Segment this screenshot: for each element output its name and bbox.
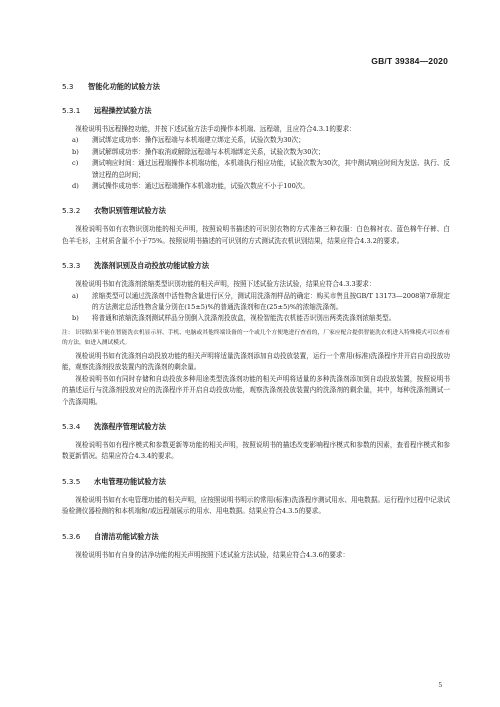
list-item bbox=[72, 313, 450, 324]
page-number: 5 bbox=[438, 681, 442, 689]
paragraph: 视检说明书如有洗涤剂自动投放功能的相关声明将适量洗涤剂添加自动投放装置，运行一个常用(标准)洗涤程序并开启自动投放功能，观察洗涤剂投放装置内的洗涤剂的剩余量。 bbox=[62, 351, 450, 372]
list-marker: c) bbox=[72, 159, 79, 168]
list-item bbox=[72, 158, 450, 181]
list-item-text: 将普通和浓缩洗涤剂测试样品分别倒入洗涤剂投放盒，视检智能洗衣机能否识别出两类洗涤剂浓缩类型。 bbox=[92, 314, 396, 323]
section-heading-5-3-4 bbox=[62, 422, 450, 432]
paragraph: 视检说明书如有程序模式和参数更新等功能的相关声明，按照说明书的描述改变影响程序模式和参数的因素，查看程序模式和参数更新情况。结果应符合4.3.4的要求。 bbox=[62, 440, 450, 461]
list-item bbox=[72, 147, 450, 158]
list-marker: a) bbox=[72, 291, 79, 300]
standard-code: GB/T 39384—2020 bbox=[371, 56, 448, 66]
list-marker: d) bbox=[72, 182, 79, 191]
section-title: 洗涤剂识别及自动投放功能试验方法 bbox=[94, 261, 210, 271]
section-number: 5.3.6 bbox=[62, 531, 81, 541]
paragraph: 视检说明书如有同时存储和自动投放多种用途类型洗涤剂功能的相关声明将适量的多种洗涤剂添加到自动投放装置，按照说明书的描述运行与洗涤剂投放对应的洗涤程序并开启自动投放功能，观察洗涤剂投放装置内的洗涤剂的剩余量，其中，每种洗涤剂测试一个洗涤周期。 bbox=[62, 374, 450, 406]
list-item-text: 测试操作成功率：通过远程端操作本机端功能，试验次数应不小于100次。 bbox=[92, 182, 309, 191]
list-item bbox=[72, 181, 450, 192]
list-item bbox=[72, 135, 450, 146]
section-number: 5.3.5 bbox=[62, 476, 81, 486]
note bbox=[62, 328, 450, 348]
section-number: 5.3 bbox=[62, 82, 74, 91]
document-body bbox=[62, 82, 450, 561]
section-number: 5.3.2 bbox=[62, 206, 81, 216]
paragraph: 视检说明书如有自身的洁净功能的相关声明按照下述试验方法试验，结果应符合4.3.6的要求： bbox=[75, 550, 350, 559]
list-item-text: 浓缩类型可以通过洗涤剂中活性物含量进行区分，测试用洗涤剂样品的确定：购买市售且按GB/T 13173—2008第7章规定的方法测定总活性物含量分别在(15±5)%的普通洗涤剂和在(25±5)%的浓缩洗涤剂。 bbox=[92, 291, 450, 312]
list-item-text: 测试解绑成功率：操作取消或解除远程端与本机端绑定关系，试验次数为30次； bbox=[92, 147, 325, 156]
section-number: 5.3.4 bbox=[62, 421, 81, 431]
section-title: 智能化功能的试验方法 bbox=[88, 82, 160, 91]
item-list bbox=[62, 291, 450, 325]
list-item-text: 测试绑定成功率：操作远程端与本机端建立绑定关系，试验次数为30次； bbox=[92, 136, 305, 145]
section-number: 5.3.1 bbox=[62, 106, 81, 115]
item-list bbox=[62, 135, 450, 192]
section-heading-5-3-2 bbox=[62, 206, 450, 216]
section-heading-5-3-5 bbox=[62, 477, 450, 487]
paragraph: 视检说明书如有衣物识别功能的相关声明，按照说明书描述的可识别衣物的方式准备三种衣服：白色棉衬衣、蓝色棉牛仔裤、白色羊毛衫，主材质含量不小于75%。按照说明书描述的可识别的方式测试洗衣机识别结果，结果应符合4.3.2的要求。 bbox=[62, 225, 450, 245]
note-text: 识别结果不能在智能洗衣机显示屏、手机、电脑或其他终端设备的一个或几个方便地进行查看的，厂家应配合提供智能洗衣机进入特殊模式可以查看的方法，如进入测试模式。 bbox=[62, 329, 451, 346]
list-marker: b) bbox=[72, 147, 79, 156]
paragraph: 视检说明书远程操控功能，并按下述试验方法手动操作本机端、远程端，且应符合4.3.1的要求： bbox=[75, 125, 356, 133]
section-heading-5-3-6 bbox=[62, 532, 450, 542]
list-marker: b) bbox=[72, 314, 79, 323]
section-number: 5.3.3 bbox=[62, 261, 81, 271]
section-heading-5-3-3 bbox=[62, 261, 450, 271]
list-item-text: 测试响应时间：通过远程端操作本机端功能，本机端执行相应功能，试验次数为30次，其中测试响应时间为发送、执行、反馈过程的总时间； bbox=[92, 159, 450, 179]
section-title: 自清洁功能试验方法 bbox=[94, 531, 159, 541]
list-item bbox=[72, 291, 450, 314]
note-label: 注： bbox=[62, 329, 74, 336]
paragraph: 视检说明书如有洗涤剂浓缩类型识别功能的相关声明，按照下述试验方法试验，结果应符合4.3.3要求： bbox=[75, 280, 376, 289]
section-title: 洗涤程序管理试验方法 bbox=[94, 421, 166, 431]
section-heading-5-3-1 bbox=[62, 106, 450, 116]
paragraph: 视检说明书如有水电管理功能的相关声明，应按照说明书明示的常用(标准)洗涤程序测试用水、用电数据。运行程序过程中记录试验检测仪器检测的和本机端和/或远程端展示的用水、用电数据。结果应符合4.3.5的要求。 bbox=[62, 495, 450, 516]
list-marker: a) bbox=[72, 136, 79, 145]
section-title: 水电管理功能试验方法 bbox=[94, 476, 166, 486]
section-title: 衣物识别管理试验方法 bbox=[94, 206, 166, 216]
section-heading-5-3 bbox=[62, 82, 450, 92]
section-title: 远程操控试验方法 bbox=[94, 106, 152, 115]
